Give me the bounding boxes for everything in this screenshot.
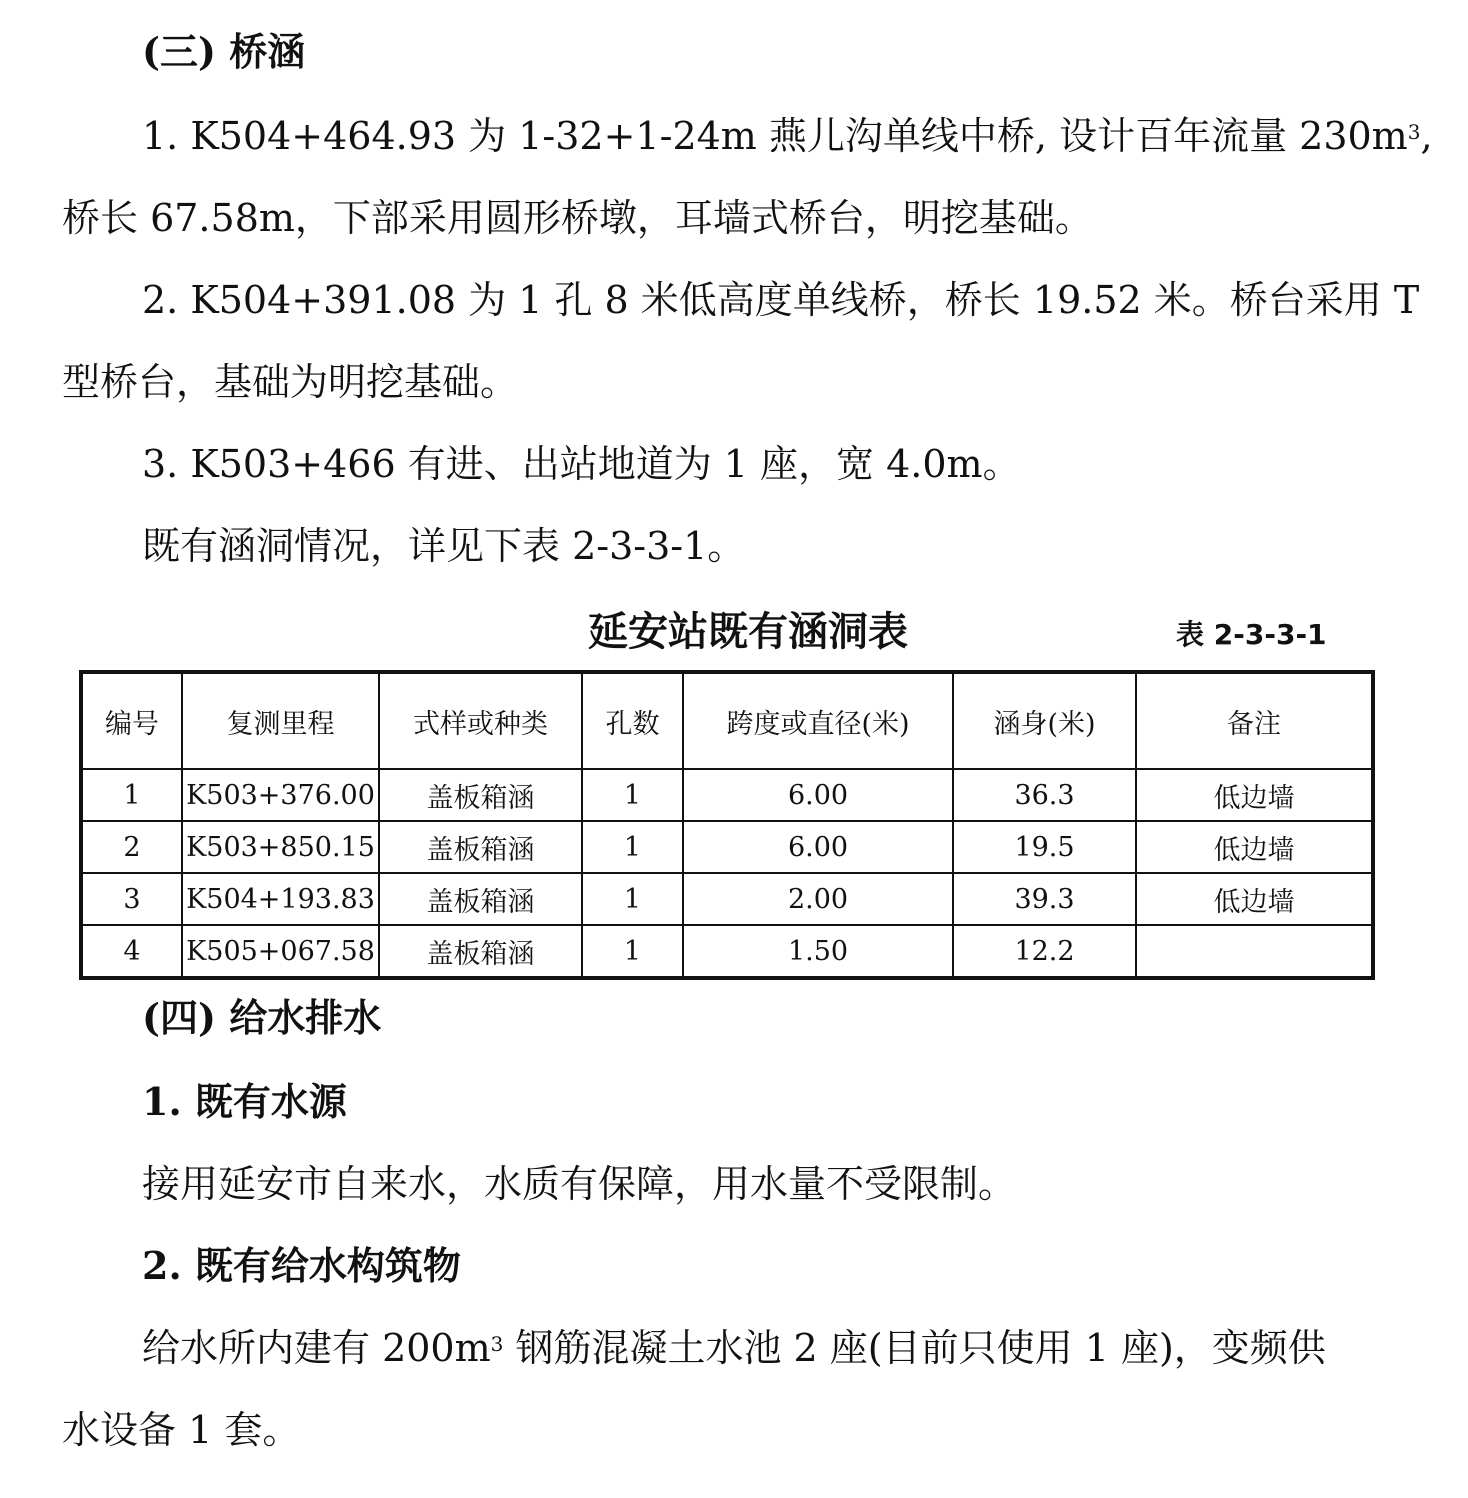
paragraph-3: 3. K503+466 有进、出站地道为 1 座，宽 4.0m。 bbox=[142, 442, 1021, 486]
table-cell: 39.3 bbox=[953, 873, 1136, 925]
table-cell: 3 bbox=[81, 873, 182, 925]
table-cell: 4 bbox=[81, 925, 182, 978]
table-cell: 2.00 bbox=[683, 873, 953, 925]
table-cell: K504+193.83 bbox=[182, 873, 379, 925]
table-cell bbox=[1136, 925, 1373, 978]
table-cell: 低边墙 bbox=[1136, 873, 1373, 925]
section-heading-bridges: (三) 桥涵 bbox=[142, 29, 306, 74]
paragraph-2-line-2: 型桥台，基础为明挖基础。 bbox=[62, 360, 519, 404]
table-caption bbox=[0, 604, 1468, 660]
table-cell: 6.00 bbox=[683, 769, 953, 821]
table-row bbox=[81, 821, 1373, 873]
paragraph-4: 既有涵洞情况，详见下表 2-3-3-1。 bbox=[142, 524, 746, 568]
table-cell: 6.00 bbox=[683, 821, 953, 873]
table-cell: K503+850.15 bbox=[182, 821, 379, 873]
table-cell: 盖板箱涵 bbox=[379, 873, 582, 925]
header-cell: 复测里程 bbox=[182, 672, 379, 769]
table-title: 延安站既有涵洞表 bbox=[588, 608, 908, 655]
superscript: 3 bbox=[490, 1332, 504, 1356]
table-cell: 19.5 bbox=[953, 821, 1136, 873]
table-cell: 低边墙 bbox=[1136, 769, 1373, 821]
table-cell: 1 bbox=[582, 821, 683, 873]
paragraph-structures-line-1: 给水所内建有 $200m^3$ 钢筋混凝土水池 2 座(目前只使用 1 座)，变频供 bbox=[142, 1326, 1326, 1370]
paragraph-structures-line-2: 水设备 1 套。 bbox=[62, 1408, 301, 1452]
table-cell: 2 bbox=[81, 821, 182, 873]
table-cell: 盖板箱涵 bbox=[379, 769, 582, 821]
table-cell: 低边墙 bbox=[1136, 821, 1373, 873]
header-cell: 跨度或直径(米) bbox=[683, 672, 953, 769]
header-cell: 孔数 bbox=[582, 672, 683, 769]
table-cell: K503+376.00 bbox=[182, 769, 379, 821]
table-cell: 1.50 bbox=[683, 925, 953, 978]
table-row bbox=[81, 769, 1373, 821]
table-row bbox=[81, 873, 1373, 925]
table-cell: 盖板箱涵 bbox=[379, 925, 582, 978]
table-cell: 1 bbox=[582, 769, 683, 821]
culvert-table bbox=[79, 670, 1375, 980]
table-cell: 36.3 bbox=[953, 769, 1136, 821]
section-heading-water: (四) 给水排水 bbox=[142, 995, 382, 1040]
table-cell: 1 bbox=[81, 769, 182, 821]
paragraph-2-line-1: 2. K504+391.08 为 1 孔 8 米低高度单线桥，桥长 19.52 米。桥台采用 T bbox=[142, 278, 1420, 322]
subheading-water-structures: 2. 既有给水构筑物 bbox=[142, 1243, 461, 1288]
table-cell: K505+067.58 bbox=[182, 925, 379, 978]
header-cell: 编号 bbox=[81, 672, 182, 769]
superscript: 3 bbox=[1407, 120, 1421, 144]
table-header-row bbox=[81, 672, 1373, 769]
header-cell: 式样或种类 bbox=[379, 672, 582, 769]
table-cell: 12.2 bbox=[953, 925, 1136, 978]
subheading-water-source: 1. 既有水源 bbox=[142, 1079, 347, 1124]
table-cell: 盖板箱涵 bbox=[379, 821, 582, 873]
table-number: 表 2-3-3-1 bbox=[1176, 618, 1327, 651]
paragraph-1-line-2: 桥长 67.58m，下部采用圆形桥墩，耳墙式桥台，明挖基础。 bbox=[62, 196, 1093, 240]
table-cell: 1 bbox=[582, 925, 683, 978]
paragraph-water-source: 接用延安市自来水，水质有保障，用水量不受限制。 bbox=[142, 1162, 1017, 1206]
paragraph-1-line-1: 1. K504+464.93 为 1-32+1-24m 燕儿沟单线中桥, 设计百年流量 $230m^3$, bbox=[142, 114, 1433, 158]
table-cell: 1 bbox=[582, 873, 683, 925]
header-cell: 涵身(米) bbox=[953, 672, 1136, 769]
table-row bbox=[81, 925, 1373, 978]
header-cell: 备注 bbox=[1136, 672, 1373, 769]
